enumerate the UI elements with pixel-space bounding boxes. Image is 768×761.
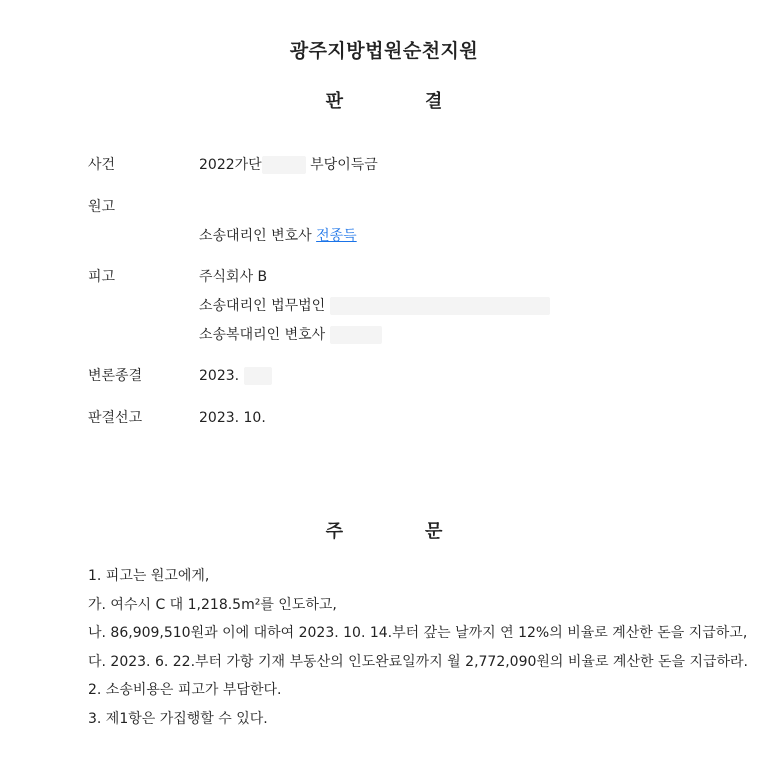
decision-label: 판결선고 — [88, 410, 143, 426]
plaintiff-attorney-link[interactable]: 전종득 — [316, 228, 357, 244]
closing-date: 2023. — [199, 368, 240, 384]
defendant-law-firm: 소송대리인 법무법인 — [199, 298, 326, 314]
order-line: 다. 2023. 6. 22.부터 가항 기재 부동산의 인도완료일까지 월 2,772,090원의 비율로 계산한 돈을 지급하라. — [88, 653, 748, 670]
order-body — [88, 562, 748, 734]
judgment-heading-char-1: 판 — [325, 91, 343, 112]
redacted-law-firm — [330, 297, 550, 315]
order-heading-char-1: 주 — [325, 521, 343, 542]
defendant-sub-attorney: 소송복대리인 변호사 — [199, 327, 326, 343]
case-label: 사건 — [88, 157, 116, 173]
order-line: 3. 제1항은 가집행할 수 있다. — [88, 710, 268, 727]
decision-date: 2023. 10. — [199, 410, 266, 426]
case-number: 2022가단 — [199, 157, 262, 173]
closing-label: 변론종결 — [88, 368, 143, 384]
redacted-sub-attorney — [330, 326, 382, 344]
redacted-plaintiff-name — [199, 198, 259, 216]
judgment-heading — [0, 87, 768, 113]
order-heading — [0, 517, 768, 543]
redacted-case-number — [262, 156, 306, 174]
plaintiff-attorney-prefix: 소송대리인 변호사 — [199, 228, 312, 244]
order-line: 2. 소송비용은 피고가 부담한다. — [88, 682, 282, 699]
court-title: 광주지방법원순천지원 — [289, 40, 479, 62]
order-line: 1. 피고는 원고에게, — [88, 568, 210, 584]
order-line: 나. 86,909,510원과 이에 대하여 2023. 10. 14.부터 갚는 날까지 연 12%의 비율로 계산한 돈을 지급하고, — [88, 625, 748, 642]
defendant-label: 피고 — [88, 269, 116, 285]
order-heading-char-2: 문 — [425, 521, 443, 542]
order-line: 가. 여수시 C 대 1,218.5m²를 인도하고, — [88, 596, 337, 613]
redacted-closing-date — [244, 367, 272, 385]
case-title: 부당이득금 — [310, 157, 378, 173]
defendant-name: 주식회사 B — [199, 269, 268, 285]
judgment-heading-char-2: 결 — [425, 91, 443, 112]
plaintiff-label: 원고 — [88, 199, 116, 215]
